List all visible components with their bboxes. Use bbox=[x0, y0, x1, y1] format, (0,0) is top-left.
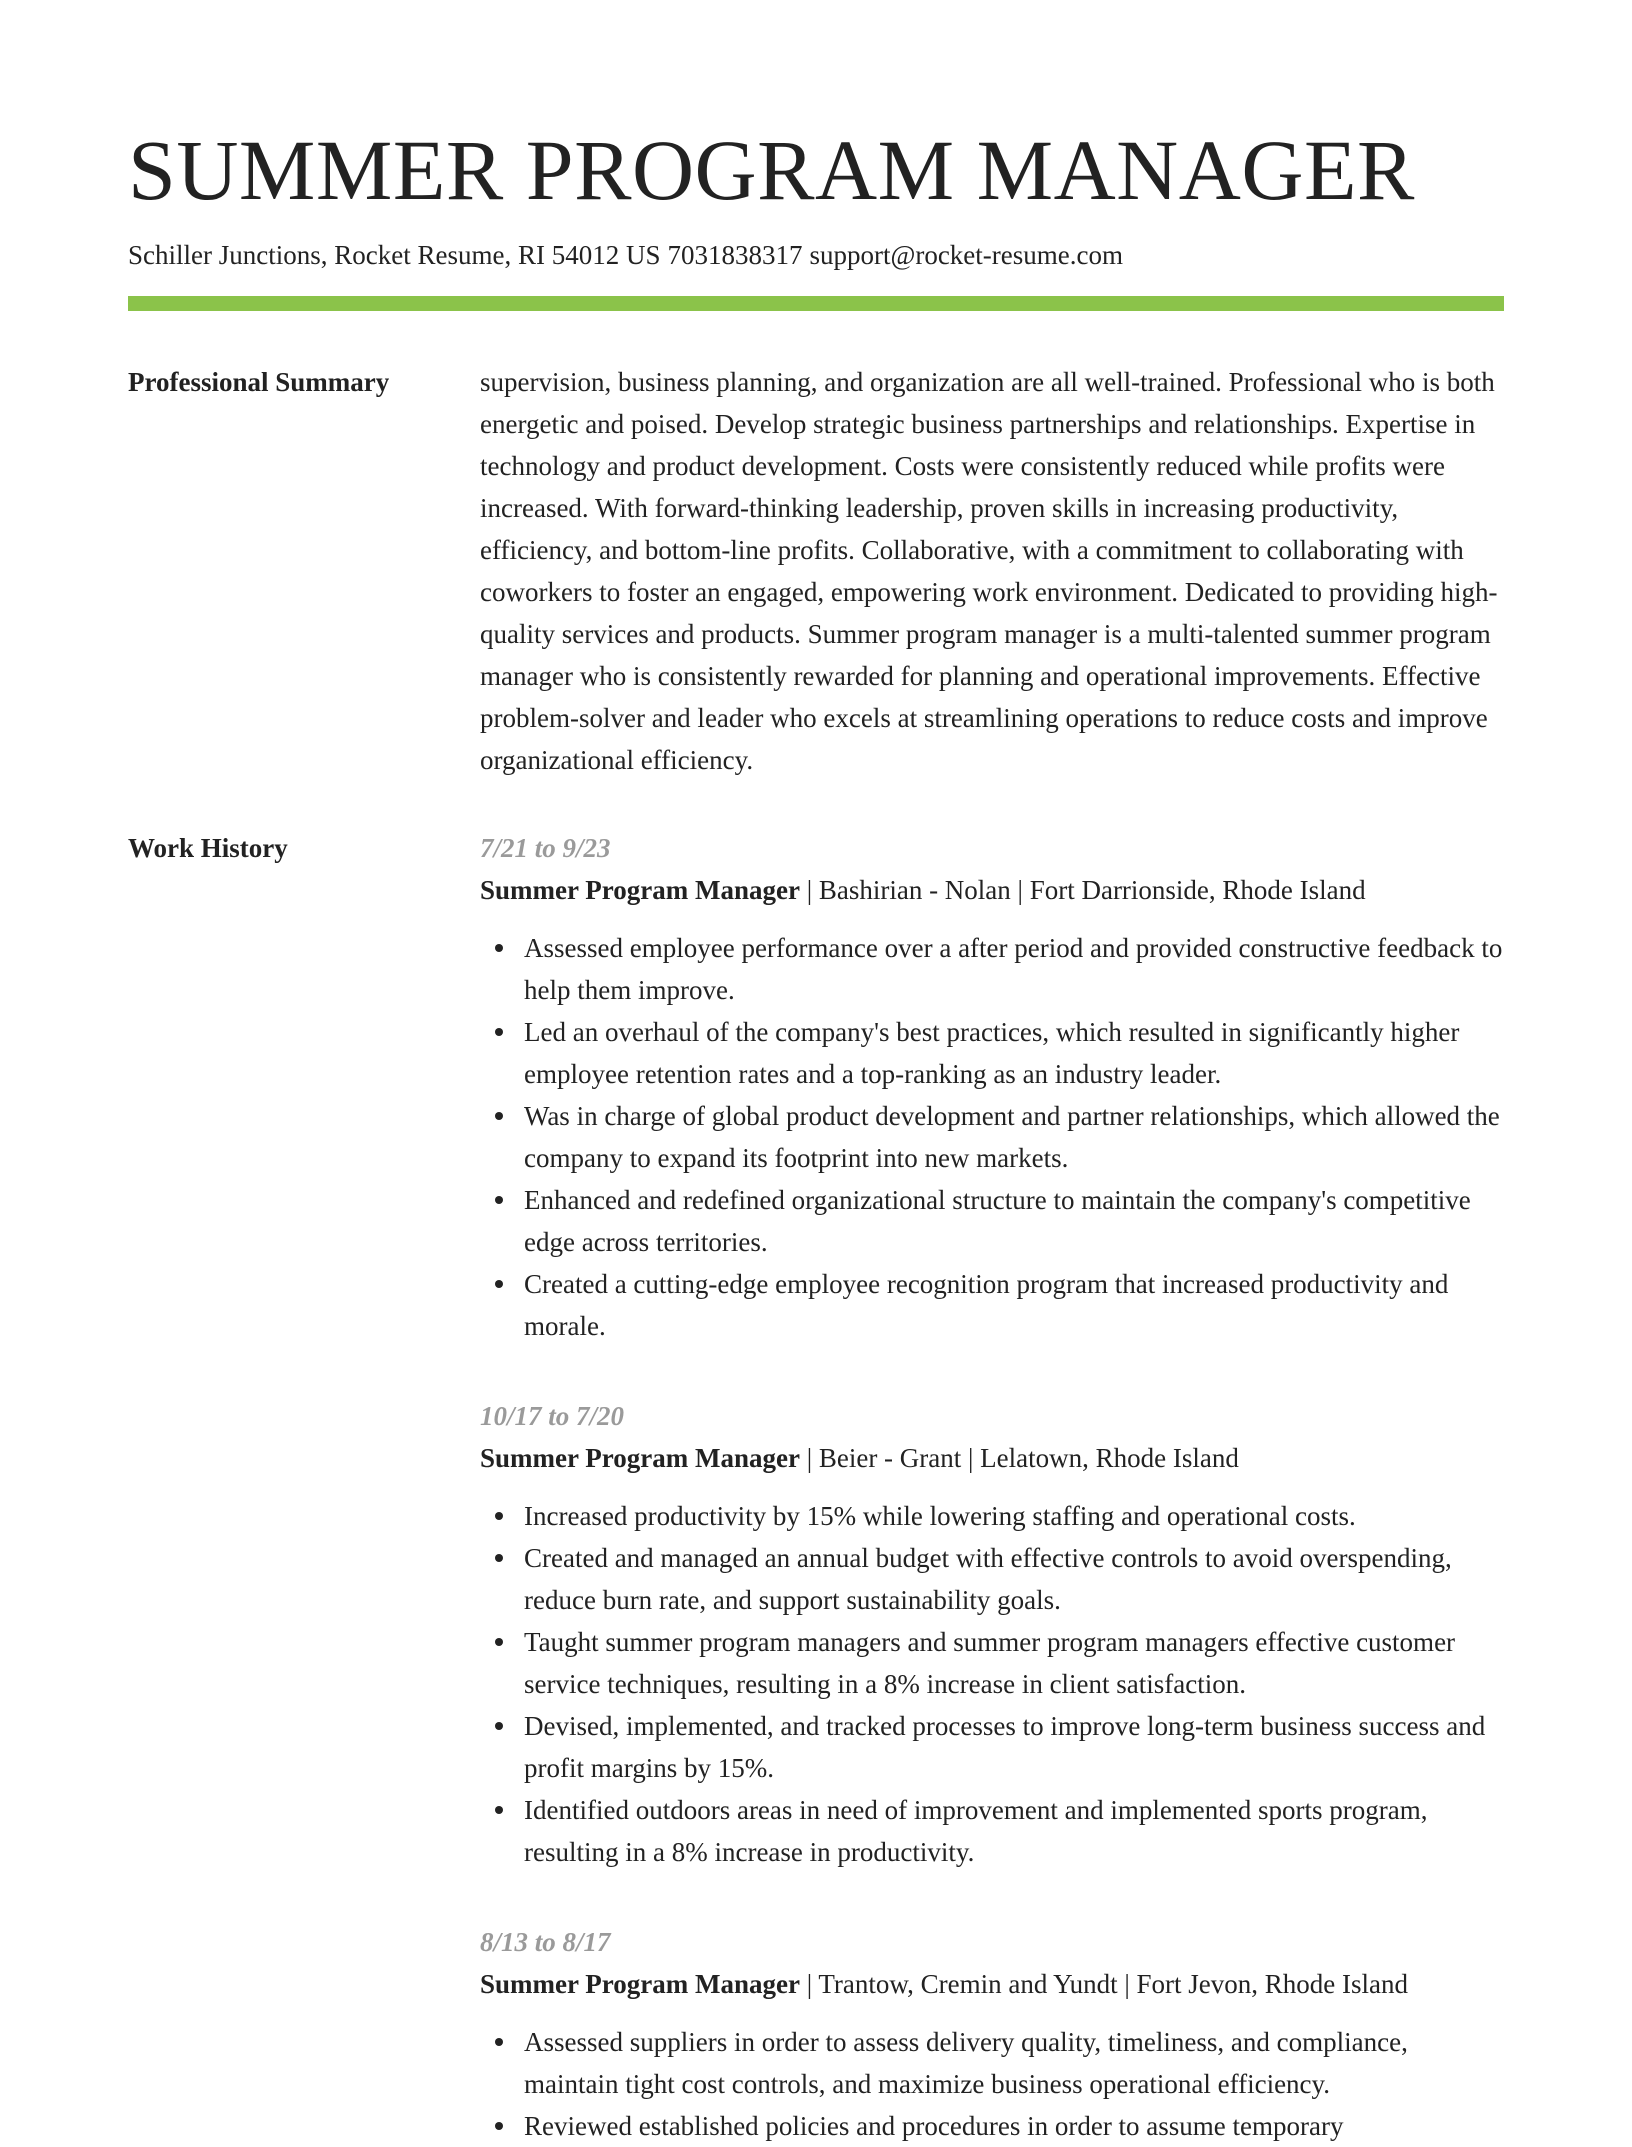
job-bullet: Assessed suppliers in order to assess delivery quality, timeliness, and compliance, maintain tight cost controls, and maximize business operational efficiency. bbox=[524, 2021, 1504, 2105]
job-employer-location: | Trantow, Cremin and Yundt | Fort Jevon, Rhode Island bbox=[799, 1969, 1408, 1999]
job-title: Summer Program Manager bbox=[480, 875, 800, 905]
summary-text: supervision, business planning, and organization are all well-trained. Professional who is both energetic and poised. Develop strategic business partnerships and relationships. Expertise in technology and product development. Costs were consistently reduced while profits were increased. With forward-thinking leadership, proven skills in increasing productivity, efficiency, and bottom-line profits. Collaborative, with a commitment to collaborating with coworkers to foster an engaged, empowering work environment. Dedicated to providing high-quality services and products. Summer program manager is a multi-talented summer program manager who is consistently rewarded for planning and operational improvements. Effective problem-solver and leader who excels at streamlining operations to reduce costs and improve organizational efficiency. bbox=[480, 367, 1498, 775]
job-employer-location: | Beier - Grant | Lelatown, Rhode Island bbox=[799, 1443, 1239, 1473]
job-bullet: Enhanced and redefined organizational structure to maintain the company's competitive edge across territories. bbox=[524, 1179, 1504, 1263]
job-dates: 7/21 to 9/23 bbox=[480, 833, 611, 863]
job-bullet: Assessed employee performance over a after period and provided constructive feedback to help them improve. bbox=[524, 927, 1504, 1011]
candidate-name: SUMMER PROGRAM MANAGER bbox=[128, 122, 1415, 218]
job-entry bbox=[480, 827, 1504, 1347]
work-history-list bbox=[480, 827, 1504, 2147]
job-bullet: Created a cutting-edge employee recognition program that increased productivity and morale. bbox=[524, 1263, 1504, 1347]
contact-phone: 7031838317 bbox=[667, 240, 803, 270]
work-history-section bbox=[128, 827, 1504, 2147]
resume-page bbox=[128, 0, 1504, 2147]
contact-email: support@rocket-resume.com bbox=[809, 240, 1123, 270]
header-divider bbox=[128, 296, 1504, 311]
job-heading bbox=[480, 1437, 1504, 1479]
job-heading bbox=[480, 1963, 1504, 2005]
job-title: Summer Program Manager bbox=[480, 1443, 800, 1473]
job-entry bbox=[480, 1395, 1504, 1873]
job-bullet: Devised, implemented, and tracked processes to improve long-term business success and profit margins by 15%. bbox=[524, 1705, 1504, 1789]
job-employer-location: | Bashirian - Nolan | Fort Darrionside, Rhode Island bbox=[799, 875, 1366, 905]
job-title: Summer Program Manager bbox=[480, 1969, 800, 1999]
job-bullet: Led an overhaul of the company's best practices, which resulted in significantly higher employee retention rates and a top-ranking as an industry leader. bbox=[524, 1011, 1504, 1095]
job-bullet: Taught summer program managers and summer program managers effective customer service techniques, resulting in a 8% increase in client satisfaction. bbox=[524, 1621, 1504, 1705]
job-dates: 10/17 to 7/20 bbox=[480, 1401, 625, 1431]
job-bullets bbox=[480, 2021, 1504, 2147]
job-bullets bbox=[480, 1495, 1504, 1873]
job-bullet: Created and managed an annual budget with effective controls to avoid overspending, reduce burn rate, and support sustainability goals. bbox=[524, 1537, 1504, 1621]
job-bullet: Identified outdoors areas in need of improvement and implemented sports program, resulting in a 8% increase in productivity. bbox=[524, 1789, 1504, 1873]
job-dates: 8/13 to 8/17 bbox=[480, 1927, 611, 1957]
professional-summary-section bbox=[128, 361, 1504, 781]
job-entry bbox=[480, 1921, 1504, 2147]
section-heading-work: Work History bbox=[128, 833, 288, 863]
section-heading-summary: Professional Summary bbox=[128, 367, 390, 397]
job-heading bbox=[480, 869, 1504, 911]
job-bullet: Reviewed established policies and procedures in order to assume temporary bbox=[524, 2105, 1504, 2147]
contact-line bbox=[128, 238, 1504, 272]
contact-address: Schiller Junctions, Rocket Resume, RI 54012 US bbox=[128, 240, 661, 270]
job-bullet: Increased productivity by 15% while lowering staffing and operational costs. bbox=[524, 1495, 1504, 1537]
job-bullets bbox=[480, 927, 1504, 1347]
job-bullet: Was in charge of global product development and partner relationships, which allowed the company to expand its footprint into new markets. bbox=[524, 1095, 1504, 1179]
